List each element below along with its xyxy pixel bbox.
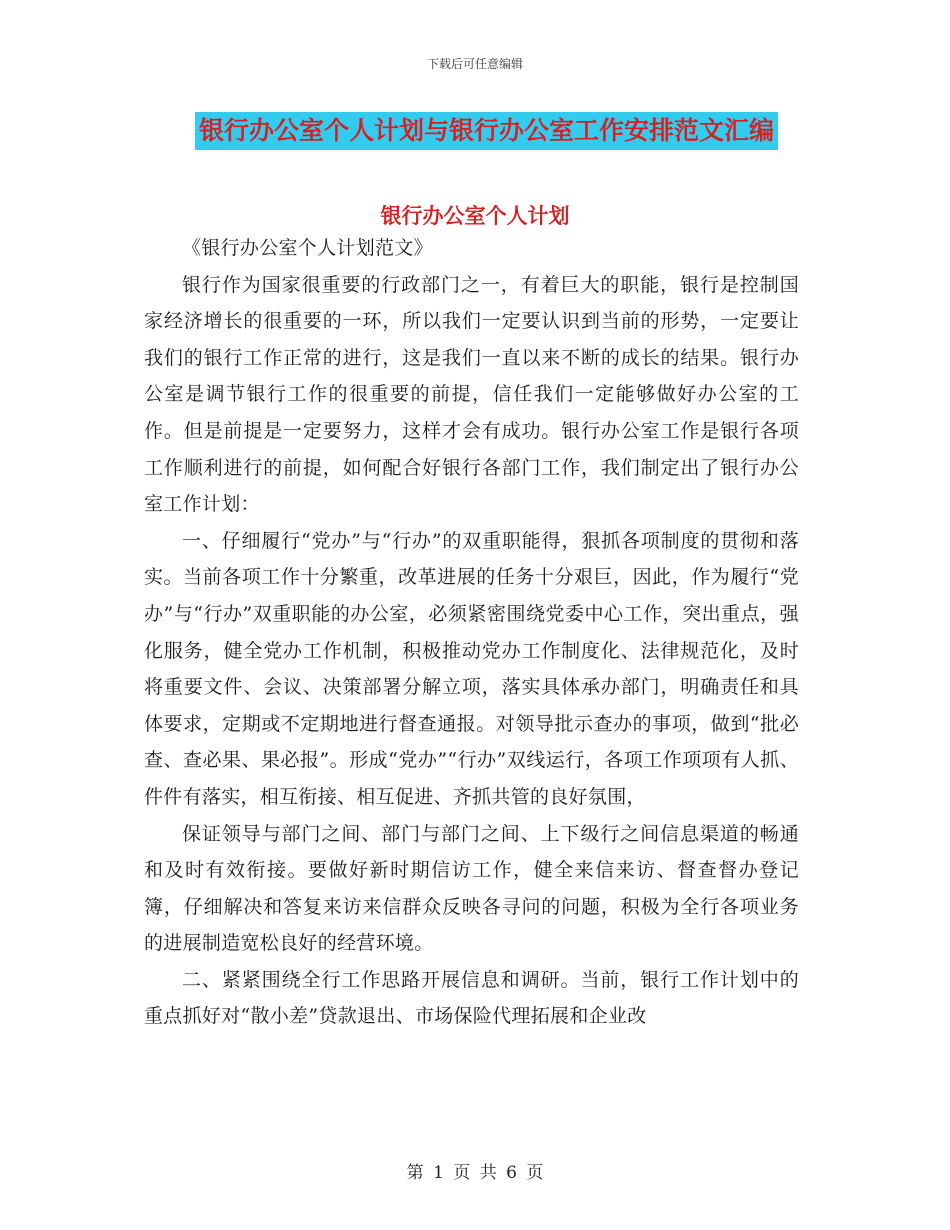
header-note: 下载后可任意编辑 <box>426 57 523 71</box>
document-title: 银行办公室个人计划与银行办公室工作安排范文汇编 <box>195 112 778 150</box>
paragraph: 保证领导与部门之间、部门与部门之间、上下级行之间信息渠道的畅通和及时有效衔接。要做好新时期信访工作，健全来信来访、督查督办登记簿，仔细解决和答复来访来信群众反映各寻问的问题，积极为全行各项业务的进展制造宽松良好的经营环境。 <box>144 822 799 955</box>
document-body <box>144 230 799 1035</box>
paragraph: 二、紧紧围绕全行工作思路开展信息和调研。当前，银行工作计划中的重点抓好对“散小差”贷款退出、市场保险代理拓展和企业改 <box>144 968 799 1028</box>
paragraph: 《银行办公室个人计划范文》 <box>182 237 433 259</box>
page-number: 第 1 页 共 6 页 <box>406 1163 544 1183</box>
paragraph: 一、仔细履行“党办”与“行办”的双重职能得，狠抓各项制度的贯彻和落实。当前各项工作十分繁重，改革进展的任务十分艰巨，因此，作为履行“党办”与“行办”双重职能的办公室，必须紧密围绕党委中心工作，突出重点，强化服务，健全党办工作机制，积极推动党办工作制度化、法律规范化，及时将重要文件、会议、决策部署分解立项，落实具体承办部门，明确责任和具体要求，定期或不定期地进行督查通报。对领导批示查办的事项，做到“批必查、查必果、果必报”。形成“党办”“行办”双线运行，各项工作项项有人抓、件件有落实，相互衔接、相互促进、齐抓共管的良好氛围， <box>144 529 799 808</box>
paragraph: 银行作为国家很重要的行政部门之一，有着巨大的职能，银行是控制国家经济增长的很重要的一环，所以我们一定要认识到当前的形势，一定要让我们的银行工作正常的进行，这是我们一直以来不断的成长的结果。银行办公室是调节银行工作的很重要的前提，信任我们一定能够做好办公室的工作。但是前提是一定要努力，这样才会有成功。银行办公室工作是银行各项工作顺利进行的前提，如何配合好银行各部门工作，我们制定出了银行办公室工作计划： <box>144 273 799 516</box>
section-title: 银行办公室个人计划 <box>380 204 570 228</box>
